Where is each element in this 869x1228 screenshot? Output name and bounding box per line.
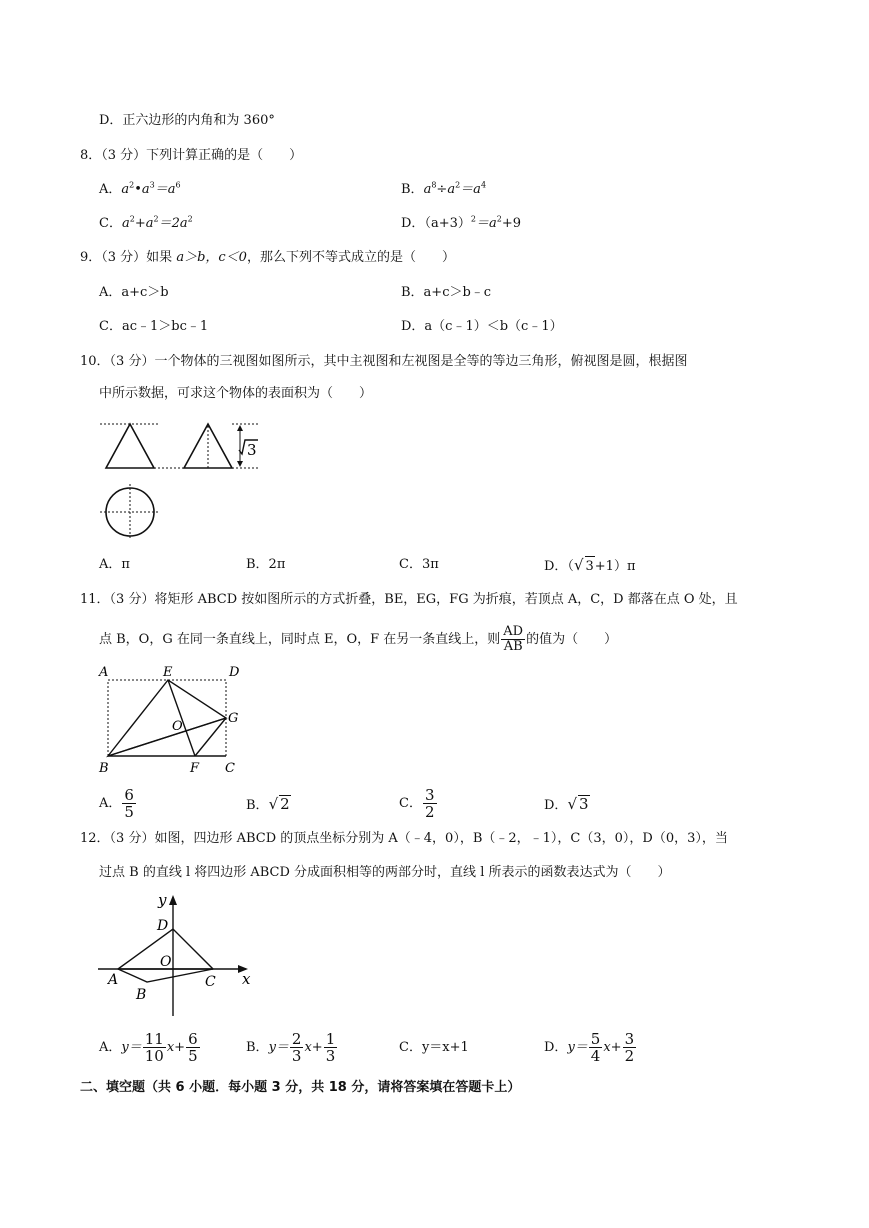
q10-stem-line2: 中所示数据，可求这个物体的表面积为（ ） [99,386,373,401]
point-label-c: C [205,974,216,990]
label-a: A [99,665,109,680]
side-view-height-label: 3 [247,441,257,459]
q8-option-c: C．$a^2+a^2=2a^2$ [99,214,193,231]
folded-rectangle-figure [95,662,255,777]
point-label-a: A [108,972,119,988]
point-label-d: D [157,918,169,934]
point-label-b: B [136,987,147,1003]
q9-stem: 9．（3 分）如果 a＞b，c＜0，那么下列不等式成立的是（ ） [80,250,455,265]
label-o: O [172,719,183,734]
label-c: C [225,761,235,776]
point-label-o: O [160,954,172,970]
axis-label-y: y [158,891,167,909]
label-d: D [229,665,240,680]
q12-stem-line2: 过点 B 的直线 l 将四边形 ABCD 分成面积相等的两部分时，直线 l 所表示的函数表达式为（ ） [99,865,671,880]
front-view [100,424,160,468]
q11-option-c: C． $\frac{3}{2}$ [399,786,435,821]
q11-option-a: A． $\frac{6}{5}$ [99,786,134,821]
q12-stem-line1: 12．（3 分）如图，四边形 ABCD 的顶点坐标分别为 A（﹣4，0），B（﹣2，﹣1），C（3，0），D（0，3），当 [80,831,728,846]
label-b: B [99,761,109,776]
q7-option-d: D．正六边形的内角和为 360° [99,113,275,128]
q9-option-b: B．a+c＞b﹣c [401,285,492,300]
side-view [184,424,258,468]
q11-option-b: B．√ 2 [246,795,290,813]
q12-option-a: A．y＝ $\frac{11}{10}$ x+ $\frac{6}{5}$ [99,1030,198,1065]
q11-option-d: D．√ 3 [544,795,589,813]
coordinate-figure [96,890,261,1020]
q11-stem-line2: 点 B，O，G 在同一条直线上，同时点 E，O，F 在另一条直线上，则 $\frac{AD}{AB}$ 的值为（ ） [99,624,618,654]
q9-option-c: C．ac﹣1＞bc﹣1 [99,319,209,334]
q10-option-b: B．2π [246,557,286,572]
q8-option-d: D．$(a+3)^2=a^2+9$ [401,214,521,231]
q8-option-a: A．$a^2•a^3=a^6$ [99,180,181,197]
axis-label-x: x [242,970,251,988]
three-view-figure [96,418,266,543]
q8-option-b: B．$a^8\div a^2=a^4$ [401,180,487,197]
q10-option-c: C．3π [399,557,439,572]
q10-option-d: D．（√ 3+1）π [544,555,636,577]
section-2-heading: 二、填空题（共 6 小题．每小题 3 分，共 18 分，请将答案填在答题卡上） [80,1080,521,1095]
q8-stem: 8．（3 分）下列计算正确的是（ ） [80,148,303,163]
q9-option-d: D．a（c﹣1）＜b（c﹣1） [401,319,563,334]
q11-stem-line1: 11．（3 分）将矩形 ABCD 按如图所示的方式折叠，BE，EG，FG 为折痕，若顶点 A，C，D 都落在点 O 处，且 [80,592,738,607]
q10-stem-line1: 10．（3 分）一个物体的三视图如图所示，其中主视图和左视图是全等的等边三角形，俯视图是圆，根据图 [80,354,688,369]
top-view [100,484,160,540]
label-e: E [163,665,173,680]
q12-option-d: D．y＝ $\frac{5}{4}$ x+ $\frac{3}{2}$ [544,1030,635,1065]
q9-option-a: A．a+c＞b [99,285,169,300]
q12-option-c: C．y＝x+1 [399,1040,469,1055]
label-g: G [228,711,239,726]
label-f: F [190,761,200,776]
q12-option-b: B．y＝ $\frac{2}{3}$ x+ $\frac{1}{3}$ [246,1030,336,1065]
q10-option-a: A．π [99,557,130,572]
